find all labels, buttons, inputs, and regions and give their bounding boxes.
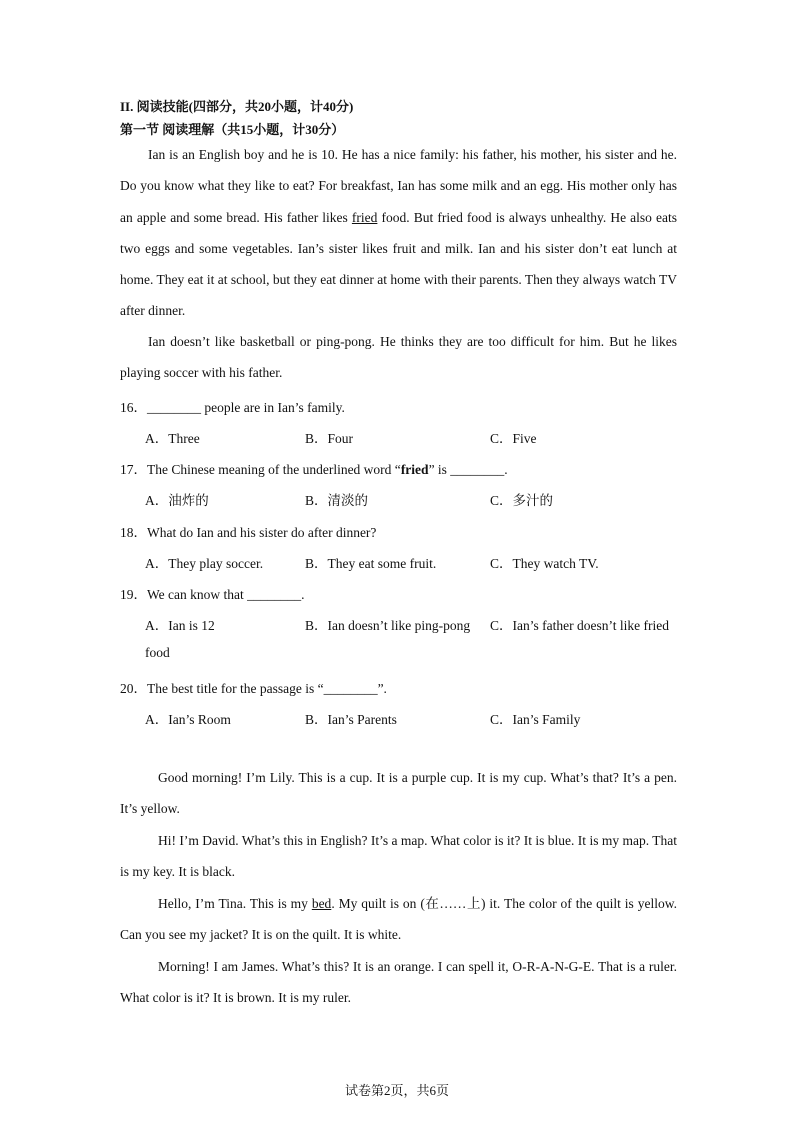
question-stem-text: 17．The Chinese meaning of the underlined word “ bbox=[120, 462, 401, 477]
paragraph-text: Ian doesn’t like basketball or ping-pong. He thinks they are too difficult for him. But he likes playing soccer with his father. bbox=[120, 334, 677, 381]
underlined-word: bed bbox=[311, 896, 332, 911]
question-18-stem bbox=[120, 521, 376, 541]
paragraph-text: Ian is an English boy and he is 10. He has a nice family: his father, his mother, his sister and he. Do you know what they like to eat? For breakfast, Ian has some milk and an egg. His mother only has an apple and some bread. His father likes bbox=[120, 147, 677, 225]
paragraph-text: food. But fried food is always unhealthy. He also eats two eggs and some vegetables. Ian’s sister likes fruit and milk. Ian and his sister don’t eat lunch at home. They eat it at school, but they eat dinner at home with their parents. Then they always watch TV after dinner. bbox=[120, 209, 678, 319]
paragraph-text: Hello, I’m Tina. This is my bbox=[158, 896, 312, 911]
passage1-paragraph2 bbox=[120, 326, 677, 389]
paragraph-text: Hi! I’m David. What’s this in English? It’s a map. What color is it? It is blue. It is my map. That is my key. It is black. bbox=[120, 833, 677, 880]
question-stem-text: 19．We can know that ________. bbox=[120, 587, 305, 602]
question-20-options bbox=[145, 708, 705, 728]
question-17-stem bbox=[120, 458, 508, 478]
paragraph-text: Good morning! I’m Lily. This is a cup. It is a purple cup. It is my cup. What’s that? It’s a pen. It’s yellow. bbox=[120, 770, 677, 817]
question-stem-bold-word: fried bbox=[400, 462, 429, 477]
question-19-options bbox=[145, 614, 705, 634]
option-b[interactable]: B．Ian’s Parents bbox=[305, 712, 397, 727]
page-footer: 试卷第2页，共6页 bbox=[344, 1083, 449, 1098]
passage2-paragraph3 bbox=[120, 888, 677, 951]
passage2-paragraph4 bbox=[120, 951, 677, 1014]
passage1-paragraph1 bbox=[120, 139, 677, 327]
section-subheading: 第一节 阅读理解（共15小题，计30分） bbox=[120, 122, 345, 137]
option-c[interactable]: C．Ian’s Family bbox=[490, 712, 581, 727]
underlined-word: fried bbox=[351, 209, 378, 225]
option-c[interactable]: C．多汁的 bbox=[490, 493, 554, 508]
question-16-options bbox=[145, 427, 705, 447]
question-stem-text: 20．The best title for the passage is “________”. bbox=[120, 681, 387, 696]
question-stem-text: 16．________ people are in Ian’s family. bbox=[120, 400, 345, 415]
section-heading: II. 阅读技能(四部分，共20小题，计40分) bbox=[120, 99, 354, 114]
passage2-paragraph1 bbox=[120, 762, 677, 825]
option-c[interactable]: C．Five bbox=[490, 431, 537, 446]
question-19-stem bbox=[120, 583, 305, 603]
paragraph-text: Morning! I am James. What’s this? It is an orange. I can spell it, O-R-A-N-G-E. That is a ruler. What color is it? It is brown. It is my ruler. bbox=[120, 959, 677, 1006]
option-b[interactable]: B．They eat some fruit. bbox=[305, 556, 437, 571]
passage2-paragraph2 bbox=[120, 825, 677, 888]
question-17-options bbox=[145, 489, 705, 509]
question-18-options bbox=[145, 552, 705, 572]
option-b[interactable]: B．Four bbox=[305, 431, 354, 446]
option-b[interactable]: B．Ian doesn’t like ping-pong bbox=[305, 618, 471, 633]
option-a[interactable]: A．油炸的 bbox=[145, 493, 209, 508]
option-a[interactable]: A．They play soccer. bbox=[145, 556, 264, 571]
option-a[interactable]: A．Ian’s Room bbox=[145, 712, 231, 727]
question-20-stem bbox=[120, 677, 387, 697]
question-16-stem bbox=[120, 396, 345, 416]
question-stem-text: 18．What do Ian and his sister do after dinner? bbox=[120, 525, 377, 540]
option-c[interactable]: C．They watch TV. bbox=[490, 556, 599, 571]
option-a[interactable]: A．Three bbox=[145, 431, 200, 446]
paragraph-text: . My quilt is on (在……上) it. The color of the quilt is yellow. Can you see my jacket? It is on the quilt. It is white. bbox=[120, 896, 677, 943]
option-c[interactable]: C．Ian’s father doesn’t like fried bbox=[490, 618, 669, 633]
option-a[interactable]: A．Ian is 12 bbox=[145, 618, 215, 633]
option-c-wrap: food bbox=[145, 645, 170, 660]
option-b[interactable]: B．清淡的 bbox=[305, 493, 369, 508]
question-stem-text-end: ” is ________. bbox=[428, 462, 508, 477]
